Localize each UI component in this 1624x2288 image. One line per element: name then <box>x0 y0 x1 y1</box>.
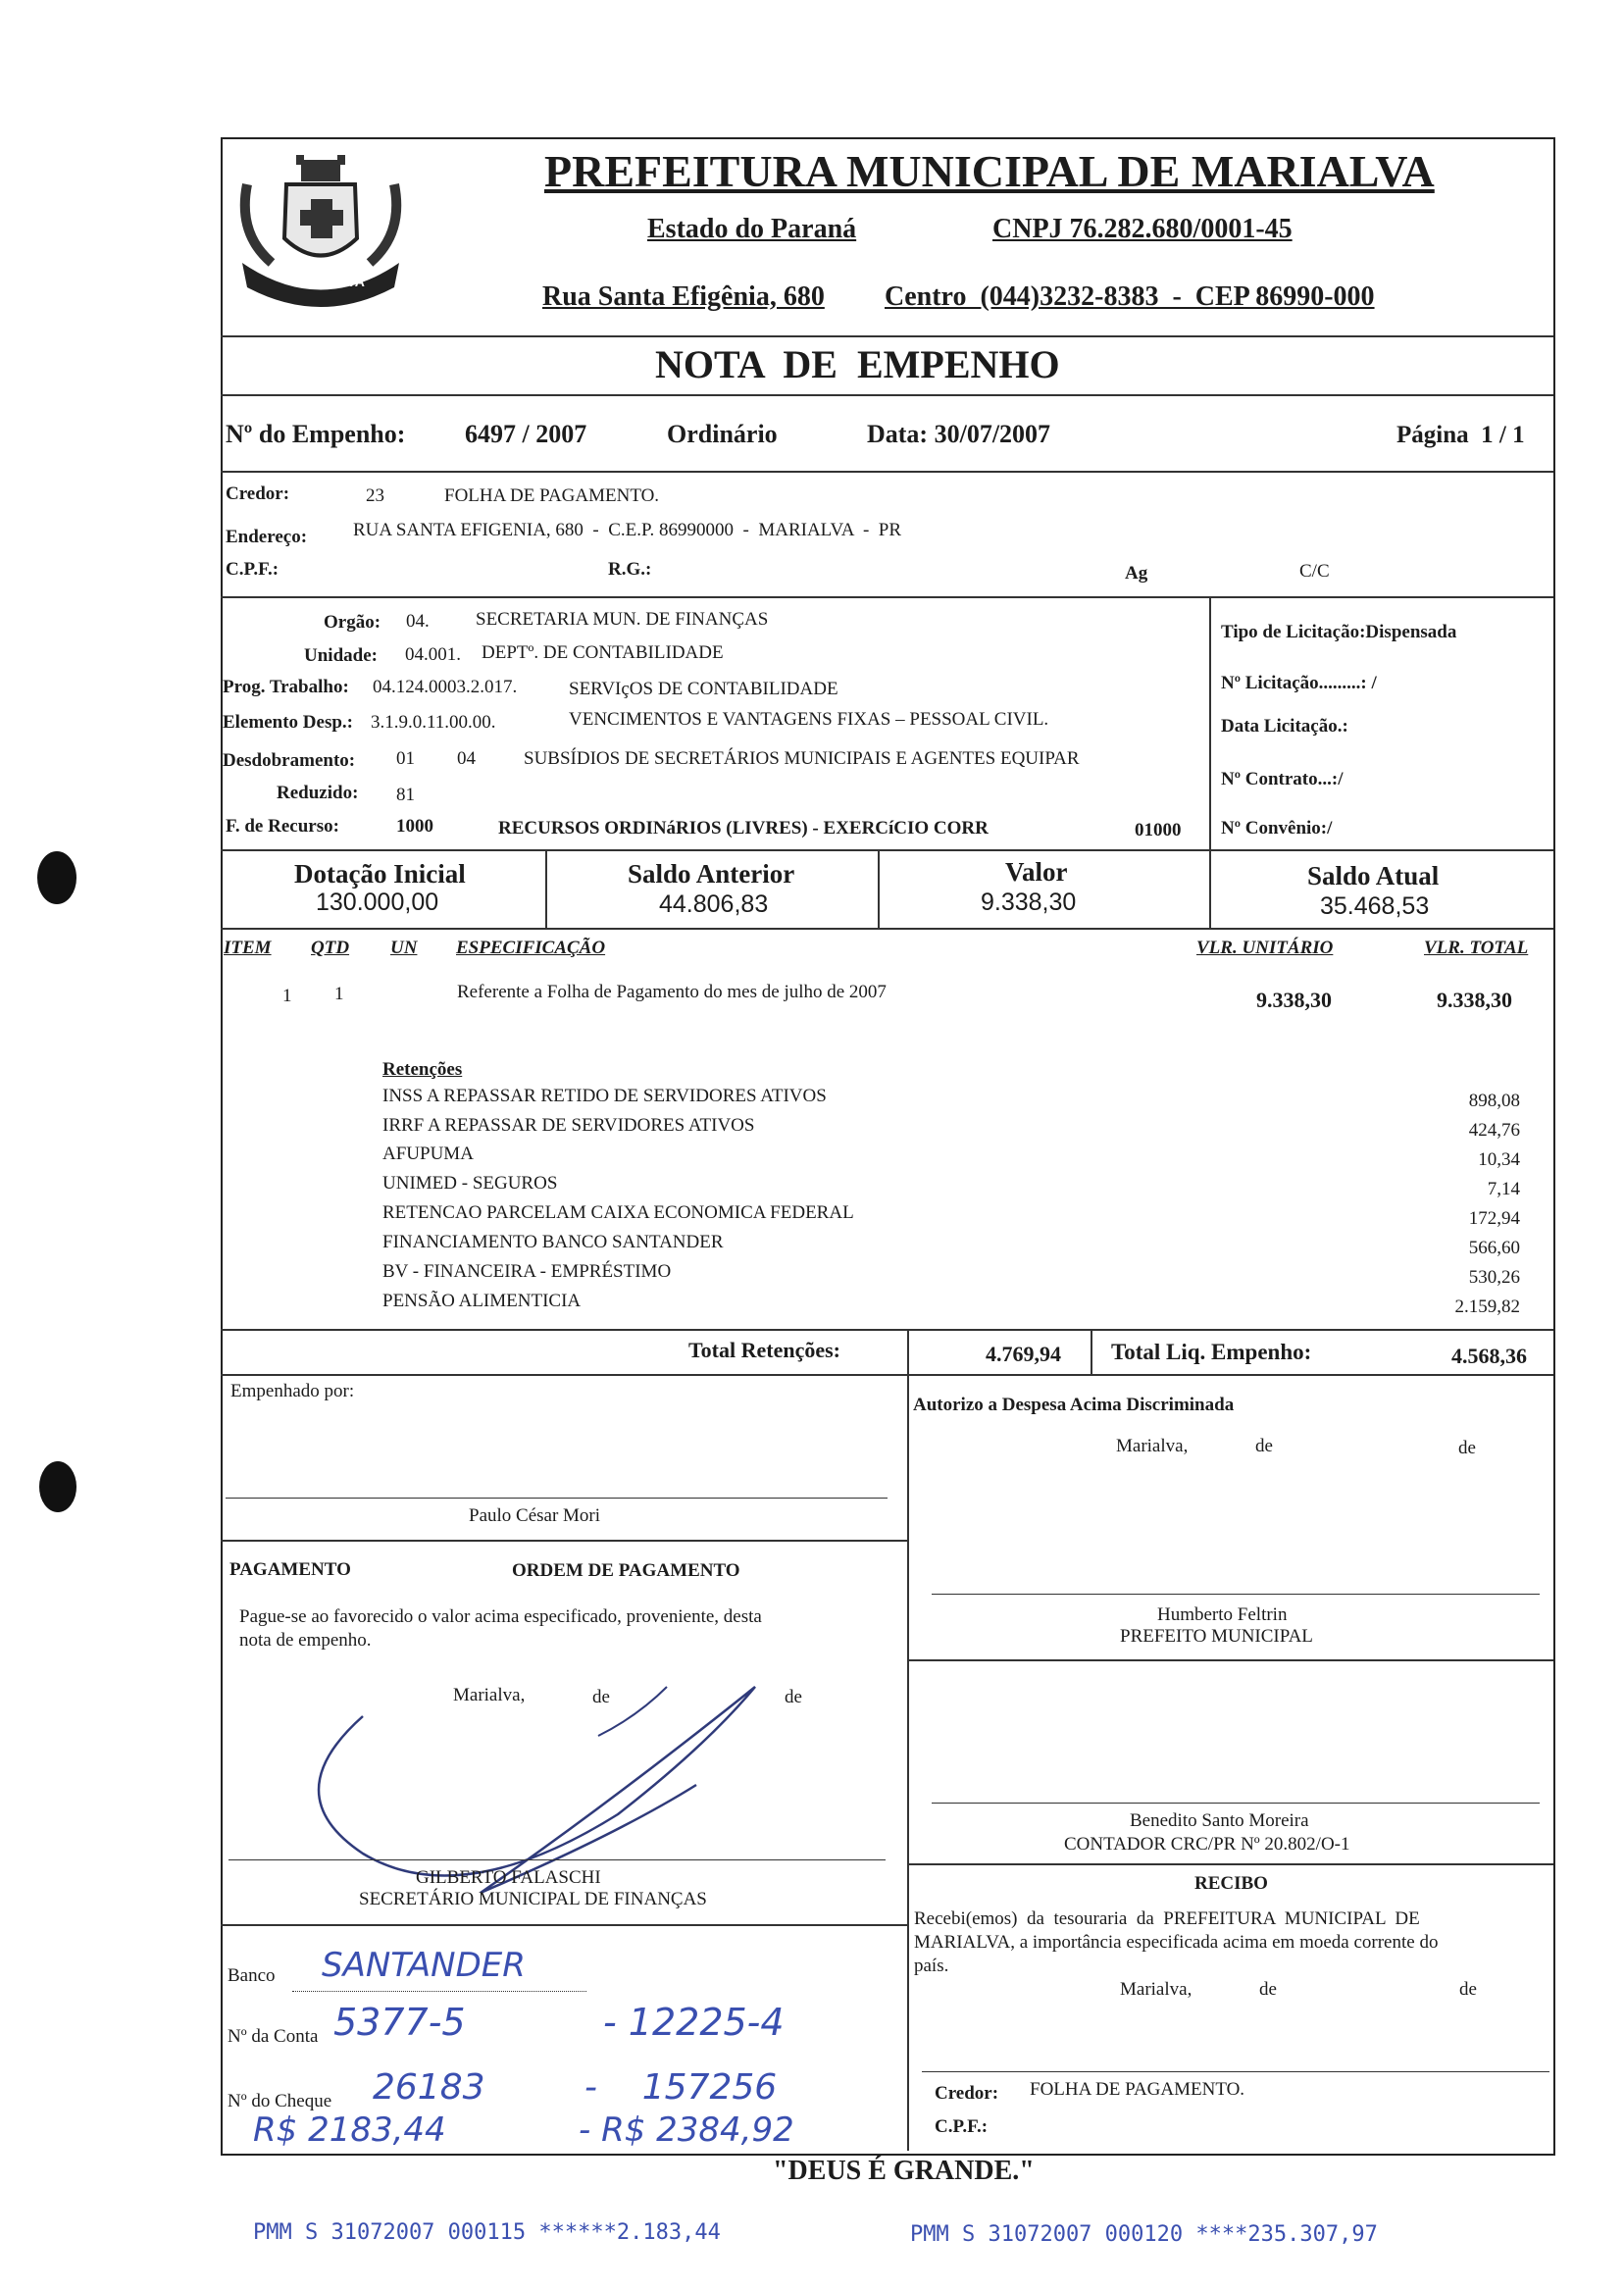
divider <box>221 596 1553 598</box>
unidade-name: DEPTº. DE CONTABILIDADE <box>482 642 724 663</box>
retencao-value: 898,08 <box>1468 1091 1520 1111</box>
elemento-code: 3.1.9.0.11.00.00. <box>371 712 496 733</box>
endereco: RUA SANTA EFIGENIA, 680 - C.E.P. 86990000 - MARIALVA - PR <box>353 520 902 540</box>
divider <box>221 1374 1553 1376</box>
divider <box>221 394 1553 396</box>
col-item: ITEM <box>224 938 272 958</box>
empenho-number: 6497 / 2007 <box>465 420 587 448</box>
fonte-name: RECURSOS ORDINáRIOS (LIVRES) - EXERCíCIO CORR <box>498 818 989 839</box>
elemento-name: VENCIMENTOS E VANTAGENS FIXAS – PESSOAL CIVIL. <box>569 709 1049 730</box>
total-liquido-label: Total Liq. Empenho: <box>1111 1340 1312 1364</box>
recibo-local: Marialva, <box>1120 1979 1193 2000</box>
credor-code: 23 <box>366 485 384 506</box>
contact-line: Centro (044)3232-8383 - CEP 86990-000 <box>885 281 1375 312</box>
saldo-anterior-value: 44.806,83 <box>659 890 769 918</box>
col-un: UN <box>390 938 418 958</box>
divider <box>221 1540 907 1542</box>
bank-stamp-1: PMM S 31072007 000115 ******2.183,44 <box>253 2220 721 2245</box>
valor-handwritten-1: R$ 2183,44 <box>253 2110 446 2150</box>
autorizo-de2: de <box>1458 1438 1476 1458</box>
empenho-date: Data: 30/07/2007 <box>867 420 1051 448</box>
recibo-text: MARIALVA, a importância especificada acima em moeda corrente do <box>914 1932 1439 1953</box>
desdobramento-name: SUBSÍDIOS DE SECRETÁRIOS MUNICIPAIS E AGENTES EQUIPAR <box>524 748 1080 769</box>
conta-handwritten-1: 5377-5 <box>333 2001 466 2044</box>
crest-banner-text: MARIALVA <box>294 274 365 289</box>
prefeito-nome: Humberto Feltrin <box>1157 1604 1288 1625</box>
retencao-desc: UNIMED - SEGUROS <box>382 1173 558 1194</box>
retencao-desc: FINANCIAMENTO BANCO SANTANDER <box>382 1232 724 1252</box>
retencao-desc: AFUPUMA <box>382 1144 474 1164</box>
signature-line <box>932 1803 1540 1804</box>
valor-label: Valor <box>1005 857 1068 887</box>
retencao-value: 424,76 <box>1468 1120 1520 1141</box>
signature-line <box>932 1594 1540 1595</box>
state-name: Estado do Paraná <box>647 214 857 244</box>
retencao-desc: INSS A REPASSAR RETIDO DE SERVIDORES ATIVOS <box>382 1086 827 1106</box>
punch-hole <box>39 1461 76 1512</box>
col-vlr-total: VLR. TOTAL <box>1424 938 1529 958</box>
fonte-code: 1000 <box>396 816 433 837</box>
credor-name: FOLHA DE PAGAMENTO. <box>444 485 660 506</box>
empenhado-por-nome: Paulo César Mori <box>469 1505 601 1526</box>
orgao-label: Orgão: <box>324 612 381 633</box>
pague-se-text: Pague-se ao favorecido o valor acima especificado, proveniente, desta <box>239 1606 762 1627</box>
col-especificacao: ESPECIFICAÇÃO <box>456 938 606 958</box>
empenhado-por-label: Empenhado por: <box>230 1381 355 1401</box>
dotacao-value: 130.000,00 <box>316 889 439 916</box>
total-retencoes-label: Total Retenções: <box>688 1338 840 1362</box>
dotacao-label: Dotação Inicial <box>294 859 466 889</box>
divider <box>907 1863 1553 1865</box>
address: Rua Santa Efigênia, 680 <box>542 281 825 312</box>
pagamento-de1: de <box>592 1687 610 1707</box>
retencao-desc: IRRF A REPASSAR DE SERVIDORES ATIVOS <box>382 1115 755 1136</box>
valor-value: 9.338,30 <box>981 889 1077 916</box>
municipal-crest-icon <box>228 145 414 312</box>
cnpj: CNPJ 76.282.680/0001-45 <box>992 214 1293 244</box>
pagamento-local: Marialva, <box>453 1685 526 1705</box>
numero-licitacao: Nº Licitação.........: / <box>1221 673 1377 693</box>
prefeito-cargo: PREFEITO MUNICIPAL <box>1120 1626 1313 1647</box>
item-total-value: 9.338,30 <box>1437 988 1512 1012</box>
numero-contrato: Nº Contrato...:/ <box>1221 769 1344 789</box>
cheque-handwritten-1: 26183 <box>373 2067 485 2108</box>
divider <box>221 471 1553 473</box>
cpf-label: C.P.F.: <box>226 559 279 580</box>
recibo-de1: de <box>1259 1979 1277 2000</box>
saldo-atual-value: 35.468,53 <box>1320 892 1430 920</box>
divider <box>545 849 547 928</box>
signature-line <box>226 1498 888 1499</box>
divider <box>907 1329 909 2151</box>
autorizo-local: Marialva, <box>1116 1436 1189 1456</box>
retencao-value: 530,26 <box>1468 1267 1520 1288</box>
page-number: Página 1 / 1 <box>1396 422 1525 448</box>
contador-cargo: CONTADOR CRC/PR Nº 20.802/O-1 <box>1064 1834 1350 1855</box>
numero-convenio: Nº Convênio:/ <box>1221 818 1333 839</box>
banco-handwritten: SANTANDER <box>322 1946 526 1985</box>
conta-label: Nº da Conta <box>228 2026 319 2047</box>
total-retencoes-value: 4.769,94 <box>986 1342 1061 1366</box>
recibo-credor-label: Credor: <box>935 2083 999 2104</box>
reduzido-label: Reduzido: <box>277 783 359 803</box>
retencao-value: 566,60 <box>1468 1238 1520 1258</box>
empenho-number-label: Nº do Empenho: <box>226 420 406 448</box>
desdobramento-label: Desdobramento: <box>223 750 356 771</box>
retencao-desc: RETENCAO PARCELAM CAIXA ECONOMICA FEDERAL <box>382 1202 854 1223</box>
saldo-atual-label: Saldo Atual <box>1307 861 1440 890</box>
unidade-code: 04.001. <box>405 644 461 665</box>
col-qtd: QTD <box>311 938 350 958</box>
total-liquido-value: 4.568,36 <box>1451 1344 1527 1368</box>
punch-hole <box>37 851 76 904</box>
divider <box>907 1659 1553 1661</box>
item-description: Referente a Folha de Pagamento do mes de julho de 2007 <box>457 982 887 1002</box>
recibo-text: Recebi(emos) da tesouraria da PREFEITURA MUNICIPAL DE <box>914 1908 1420 1929</box>
cheque-label: Nº do Cheque <box>228 2091 332 2111</box>
saldo-anterior-label: Saldo Anterior <box>628 859 795 889</box>
conta-handwritten-2: - 12225-4 <box>603 2001 785 2044</box>
contador-nome: Benedito Santo Moreira <box>1130 1810 1309 1831</box>
elemento-label: Elemento Desp.: <box>223 712 353 733</box>
recibo-cpf-label: C.P.F.: <box>935 2116 989 2137</box>
pagamento-de2: de <box>785 1687 802 1707</box>
signature-line <box>228 1859 886 1860</box>
ag-label: Ag <box>1125 563 1148 584</box>
col-vlr-unitario: VLR. UNITÁRIO <box>1196 938 1334 958</box>
motto: "DEUS É GRANDE." <box>773 2156 1035 2186</box>
pague-se-text-2: nota de empenho. <box>239 1630 372 1651</box>
retencao-value: 7,14 <box>1487 1179 1520 1199</box>
valor-handwritten-2: - R$ 2384,92 <box>579 2110 794 2150</box>
prog-code: 04.124.0003.2.017. <box>373 677 518 697</box>
retencao-desc: BV - FINANCEIRA - EMPRÉSTIMO <box>382 1261 672 1282</box>
divider <box>878 849 880 928</box>
document-title: NOTA DE EMPENHO <box>655 342 1060 386</box>
tipo-licitacao: Tipo de Licitação:Dispensada <box>1221 622 1457 642</box>
prog-label: Prog. Trabalho: <box>223 677 349 697</box>
divider <box>221 335 1553 337</box>
rg-label: R.G.: <box>608 559 652 580</box>
fonte-label: F. de Recurso: <box>226 816 339 837</box>
item-qty: 1 <box>334 984 344 1004</box>
empenho-type: Ordinário <box>667 420 778 448</box>
divider <box>221 928 1553 930</box>
endereco-label: Endereço: <box>226 527 308 547</box>
prog-name: SERVIçOS DE CONTABILIDADE <box>569 679 838 699</box>
divider <box>1091 1329 1092 1374</box>
orgao-code: 04. <box>406 611 430 632</box>
credor-label: Credor: <box>226 483 290 504</box>
secretario-cargo: SECRETÁRIO MUNICIPAL DE FINANÇAS <box>359 1889 707 1909</box>
divider <box>1209 596 1211 849</box>
data-licitacao: Data Licitação.: <box>1221 716 1348 737</box>
page-title: PREFEITURA MUNICIPAL DE MARIALVA <box>544 146 1435 196</box>
desdobramento-code1: 01 <box>396 748 415 769</box>
banco-label: Banco <box>228 1965 276 1986</box>
retencao-value: 2.159,82 <box>1454 1297 1520 1317</box>
recibo-text: país. <box>914 1956 949 1976</box>
divider <box>1209 849 1211 928</box>
bank-stamp-2: PMM S 31072007 000120 ****235.307,97 <box>910 2222 1378 2247</box>
cc-label: C/C <box>1299 561 1330 582</box>
secretario-nome: GILBERTO FALASCHI <box>416 1867 601 1888</box>
recibo-credor-name: FOLHA DE PAGAMENTO. <box>1030 2079 1245 2100</box>
recibo-de2: de <box>1459 1979 1477 2000</box>
recibo-title: RECIBO <box>1194 1873 1268 1894</box>
retencao-desc: PENSÃO ALIMENTICIA <box>382 1291 582 1311</box>
divider <box>221 849 1553 851</box>
autorizo-de1: de <box>1255 1436 1273 1456</box>
item-unit-value: 9.338,30 <box>1256 988 1332 1012</box>
divider <box>221 1329 1553 1331</box>
item-number: 1 <box>282 986 292 1006</box>
retencao-value: 10,34 <box>1478 1149 1520 1170</box>
ordem-pagamento-label: ORDEM DE PAGAMENTO <box>512 1560 740 1581</box>
field-line <box>292 1991 586 1992</box>
cheque-handwritten-2: - 157256 <box>584 2067 778 2108</box>
autorizo-label: Autorizo a Despesa Acima Discriminada <box>913 1395 1235 1415</box>
fonte-number: 01000 <box>1135 820 1182 840</box>
pagamento-label: PAGAMENTO <box>229 1559 351 1580</box>
divider <box>221 1924 907 1926</box>
retencoes-title: Retenções <box>382 1059 463 1080</box>
unidade-label: Unidade: <box>304 645 378 666</box>
retencao-value: 172,94 <box>1468 1208 1520 1229</box>
signature-line <box>922 2071 1549 2072</box>
reduzido-value: 81 <box>396 785 415 805</box>
orgao-name: SECRETARIA MUN. DE FINANÇAS <box>476 609 769 630</box>
desdobramento-code2: 04 <box>457 748 476 769</box>
